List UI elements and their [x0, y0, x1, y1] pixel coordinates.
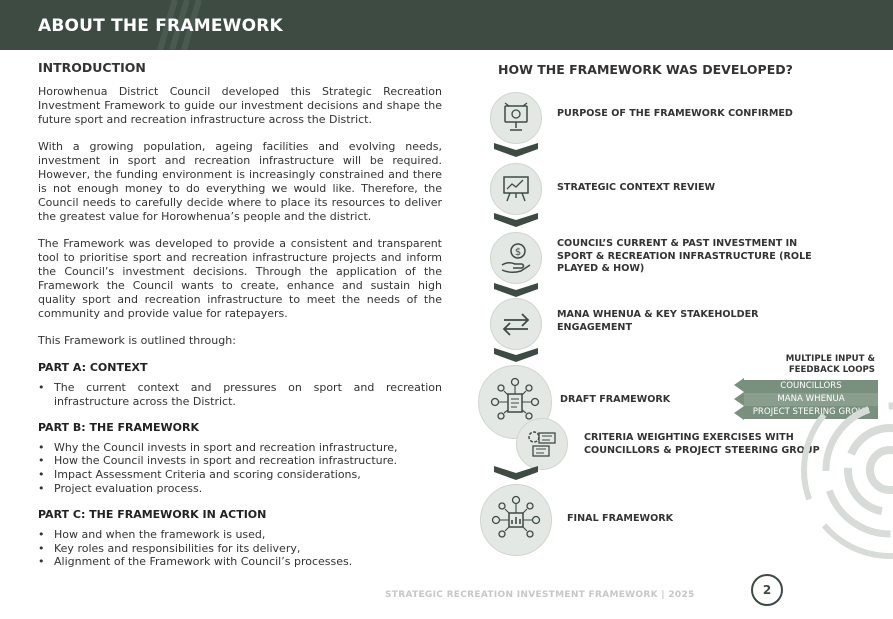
intro-column: [38, 60, 442, 581]
step-2-circle: [490, 163, 542, 215]
dollar-hand-icon: [491, 233, 541, 283]
step-3-label: COUNCIL’S CURRENT & PAST INVESTMENT IN SPORT & RECREATION INFRASTRUCTURE (ROLE PLAYED & HOW): [557, 238, 812, 274]
list-item: • The current context and pressures on sport and recreation infrastructure across the District.: [38, 381, 442, 409]
chevron-down-icon: [494, 466, 538, 480]
part-a-heading: PART A: CONTEXT: [38, 361, 148, 374]
chart-board-icon: [491, 164, 541, 214]
chevron-down-icon: [494, 213, 538, 227]
exchange-arrows-icon: [491, 299, 541, 349]
outline-text: This Framework is outlined through:: [38, 334, 236, 347]
step-2-label: STRATEGIC CONTEXT REVIEW: [557, 182, 716, 193]
step-1-circle: [490, 92, 542, 144]
list-item: • Why the Council invests in sport and recreation infrastructure,: [38, 441, 442, 455]
step-4-label: MANA WHENUA & KEY STAKEHOLDER ENGAGEMENT: [557, 309, 759, 333]
settings-list-icon: [517, 419, 567, 469]
list-item: • Key roles and responsibilities for its delivery,: [38, 542, 442, 556]
step-1-label: PURPOSE OF THE FRAMEWORK CONFIRMED: [557, 108, 793, 119]
svg-text:$: $: [514, 247, 522, 258]
presentation-icon: [491, 93, 541, 143]
step-5-label: DRAFT FRAMEWORK: [560, 394, 671, 405]
process-title: HOW THE FRAMEWORK WAS DEVELOPED?: [498, 62, 793, 77]
page-header: [0, 0, 893, 50]
network-chart-icon: [481, 485, 551, 555]
step-6-label: CRITERIA WEIGHTING EXERCISES WITH COUNCILLORS & PROJECT STEERING GROUP: [584, 432, 820, 456]
decorative-circles-icon: [770, 400, 893, 600]
part-b-heading: PART B: THE FRAMEWORK: [38, 420, 199, 434]
intro-heading: INTRODUCTION: [38, 60, 146, 75]
intro-paragraph-2: With a growing population, ageing facilities and evolving needs, investment in sport and recreation infrastructure will be required. However, the funding environment is increasingly constrained and there is not enough money to do everything we would like. Therefore, the Council needs to carefully decide where to place its resources to deliver the greatest value for Horowhenua’s people and the district.: [38, 140, 442, 223]
step-3-circle: [490, 232, 542, 284]
part-c-list: [38, 528, 442, 569]
step-7-label: FINAL FRAMEWORK: [567, 513, 674, 524]
feedback-item-councillors: COUNCILLORS: [744, 380, 878, 393]
part-a-list: [38, 381, 442, 409]
intro-paragraph-3: The Framework was developed to provide a consistent and transparent tool to prioritise sport and recreation infrastructure projects and inform the Council’s investment decisions. Through the application of the Framework the Council wants to create, enhance and sustain high quality sport and recreation infrastructure to meet the needs of the community and provide value for ratepayers.: [38, 237, 442, 320]
part-b-list: [38, 441, 442, 496]
page-number: 2: [751, 574, 783, 606]
feedback-arrow-icon: [734, 378, 744, 420]
chevron-down-icon: [494, 283, 538, 297]
list-item: • Alignment of the Framework with Council’s processes.: [38, 555, 442, 569]
footer-text: STRATEGIC RECREATION INVESTMENT FRAMEWORK | 2025: [385, 590, 695, 600]
list-item: • How and when the framework is used,: [38, 528, 442, 542]
step-7-circle: [480, 484, 552, 556]
chevron-down-icon: [494, 348, 538, 362]
chevron-down-icon: [494, 143, 538, 157]
list-item: • Project evaluation process.: [38, 482, 442, 496]
feedback-item-project-steering-group: PROJECT STEERING GROUP: [744, 406, 878, 419]
list-item: • Impact Assessment Criteria and scoring considerations,: [38, 468, 442, 482]
part-c-heading: PART C: THE FRAMEWORK IN ACTION: [38, 507, 267, 521]
page-title: ABOUT THE FRAMEWORK: [38, 16, 283, 36]
step-4-circle: [490, 298, 542, 350]
feedback-item-mana-whenua: MANA WHENUA: [744, 393, 878, 406]
step-6-circle: [516, 418, 568, 470]
list-item: • How the Council invests in sport and recreation infrastructure.: [38, 454, 442, 468]
feedback-title: MULTIPLE INPUT & FEEDBACK LOOPS: [785, 354, 875, 375]
intro-paragraph-1: Horowhenua District Council developed this Strategic Recreation Investment Framework to guide our investment decisions and shape the future sport and recreation infrastructure across the District.: [38, 85, 442, 126]
